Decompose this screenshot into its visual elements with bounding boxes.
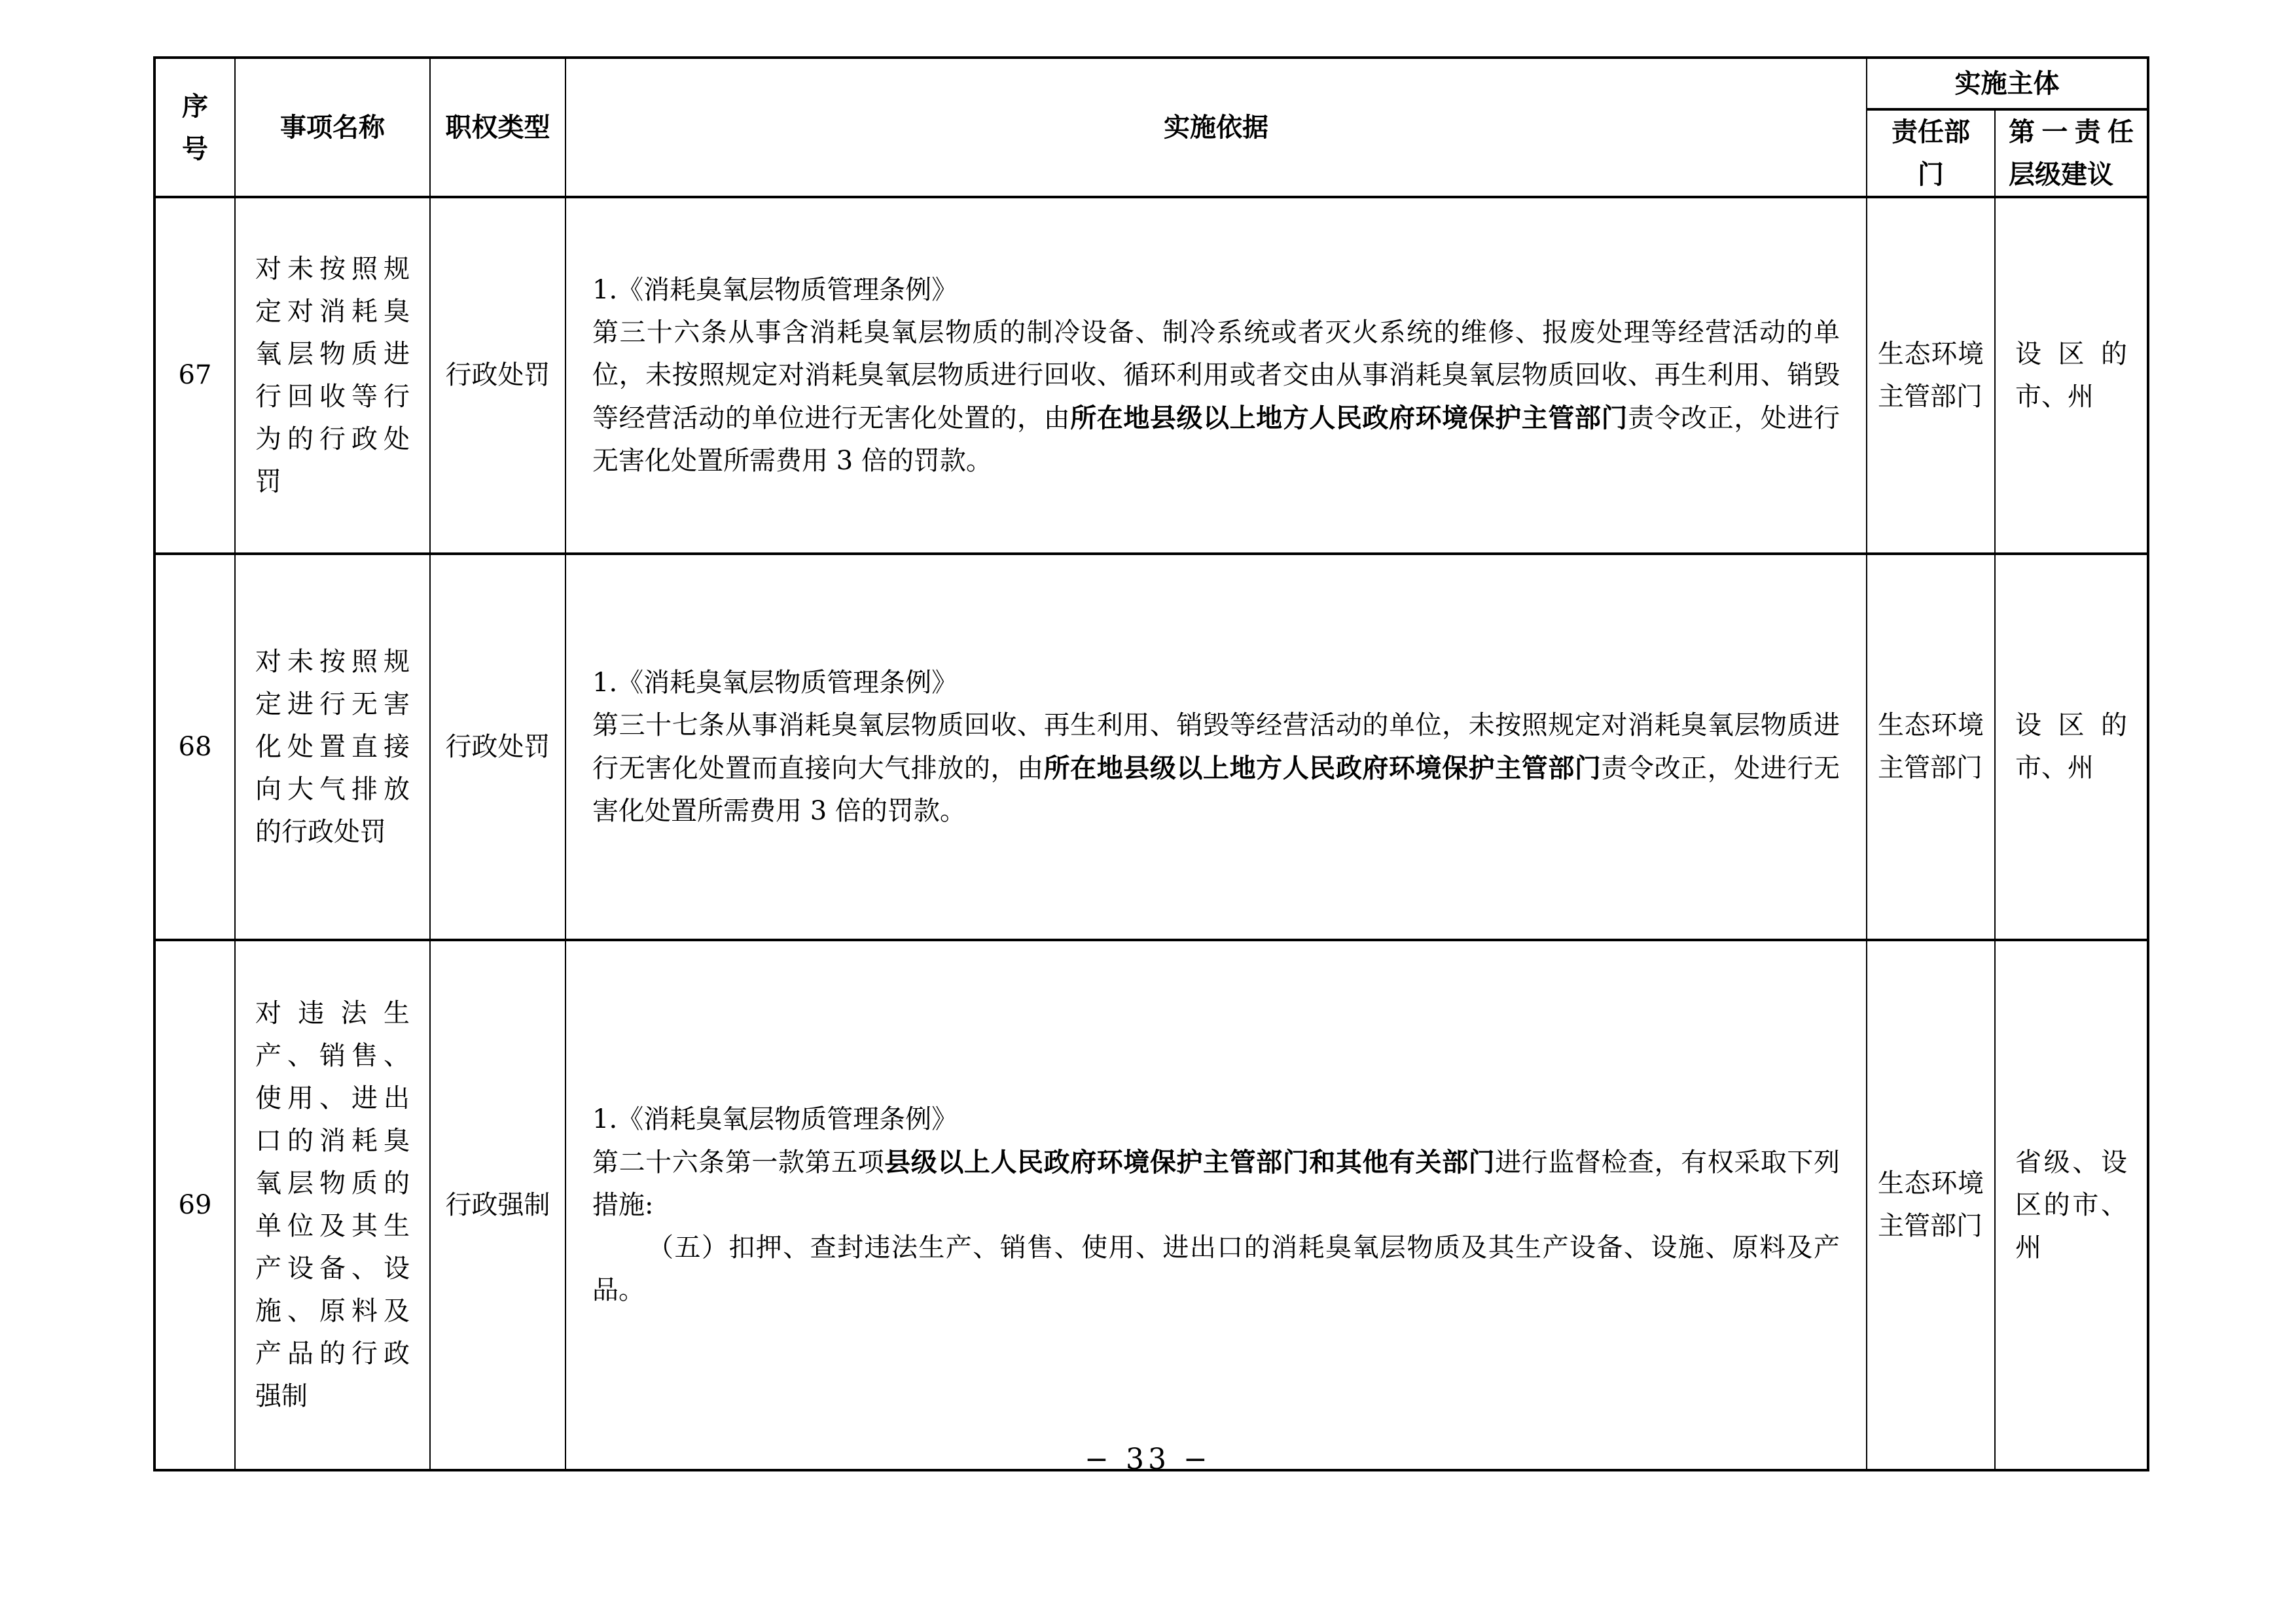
- legal-basis-text: 进行监督检查，有权采取下列措施:: [592, 1147, 1840, 1220]
- item-name: 对未按照规定对消耗臭氧层物质进行回收等行为的行政处罚: [235, 197, 430, 554]
- legal-basis-text: （五）扣押、查封违法生产、销售、使用、进出口的消耗臭氧层物质及其生产设备、设施、原料及产品。: [592, 1233, 1840, 1305]
- page-number: − 33 −: [1085, 1443, 1211, 1476]
- legal-basis-paragraph: [592, 269, 1840, 312]
- header-item-name: 事项名称: [235, 58, 430, 197]
- legal-basis-text: 1.《消耗臭氧层物质管理条例》: [592, 667, 958, 698]
- authority-items-table: [153, 56, 2149, 1471]
- table-row: [154, 940, 2148, 1470]
- legal-basis-bold-text: 县级以上人民政府环境保护主管部门和其他有关部门: [884, 1147, 1496, 1178]
- legal-basis-text: 1.《消耗臭氧层物质管理条例》: [592, 274, 958, 305]
- legal-basis-paragraph: [592, 312, 1840, 482]
- header-implementing-subject: 实施主体: [1867, 58, 2148, 109]
- header-legal-basis: 实施依据: [565, 58, 1867, 197]
- row-index: 68: [154, 554, 235, 940]
- header-index: 序号: [154, 58, 235, 197]
- legal-basis-text: 第三十六条从事含消耗臭氧层物质的制冷设备、制冷系统或者灭火系统的维修、报废处理等经营活动的单位，未按照规定对消耗臭氧层物质进行回收、循环利用或者交由从事消耗臭氧层物质回收、再生利用、销毁等经营活动的单位进行无害化处置的，由: [592, 317, 1840, 433]
- power-type: 行政强制: [430, 940, 565, 1470]
- legal-basis-text: 第三十七条从事消耗臭氧层物质回收、再生利用、销毁等经营活动的单位，未按照规定对消耗臭氧层物质进行无害化处置而直接向大气排放的，由: [592, 710, 1840, 784]
- first-responsibility-level: 设区的市、州: [1995, 197, 2148, 554]
- row-index: 67: [154, 197, 235, 554]
- legal-basis-text: 1.《消耗臭氧层物质管理条例》: [592, 1104, 958, 1134]
- legal-basis: [565, 940, 1867, 1470]
- table-row: [154, 197, 2148, 554]
- responsible-department: 生态环境主管部门: [1867, 940, 1995, 1470]
- power-type: 行政处罚: [430, 554, 565, 940]
- legal-basis-paragraph: [592, 1141, 1840, 1227]
- legal-basis-paragraph: [592, 704, 1840, 833]
- legal-basis-text: 责令改正，处进行无害化处置所需费用 3 倍的罚款。: [592, 753, 1840, 826]
- legal-basis: [565, 197, 1867, 554]
- first-responsibility-level: 省级、设区的市、州: [1995, 940, 2148, 1470]
- legal-basis-bold-text: 所在地县级以上地方人民政府环境保护主管部门: [1070, 402, 1628, 433]
- first-responsibility-level: 设区的市、州: [1995, 554, 2148, 940]
- power-type: 行政处罚: [430, 197, 565, 554]
- header-power-type: 职权类型: [430, 58, 565, 197]
- legal-basis-bold-text: 所在地县级以上地方人民政府环境保护主管部门: [1043, 752, 1602, 784]
- legal-basis-paragraph: [592, 1098, 1840, 1141]
- responsible-department: 生态环境主管部门: [1867, 197, 1995, 554]
- legal-basis: [565, 554, 1867, 940]
- legal-basis-paragraph: [592, 1227, 1840, 1312]
- item-name: 对未按照规定进行无害化处置直接向大气排放的行政处罚: [235, 554, 430, 940]
- header-row-top: [154, 58, 2148, 109]
- table-row: [154, 554, 2148, 940]
- legal-basis-text: 第二十六条第一款第五项: [592, 1147, 885, 1178]
- legal-basis-paragraph: [592, 662, 1840, 704]
- header-responsible-department: 责任部门: [1867, 109, 1995, 197]
- legal-basis-text: 责令改正，处进行无害化处置所需费用 3 倍的罚款。: [592, 403, 1840, 476]
- row-index: 69: [154, 940, 235, 1470]
- header-first-responsibility-level: 第一责任层级建议: [1995, 109, 2148, 197]
- item-name: 对违法生产、销售、使用、进出口的消耗臭氧层物质的单位及其生产设备、设施、原料及产品的行政强制: [235, 940, 430, 1470]
- responsible-department: 生态环境主管部门: [1867, 554, 1995, 940]
